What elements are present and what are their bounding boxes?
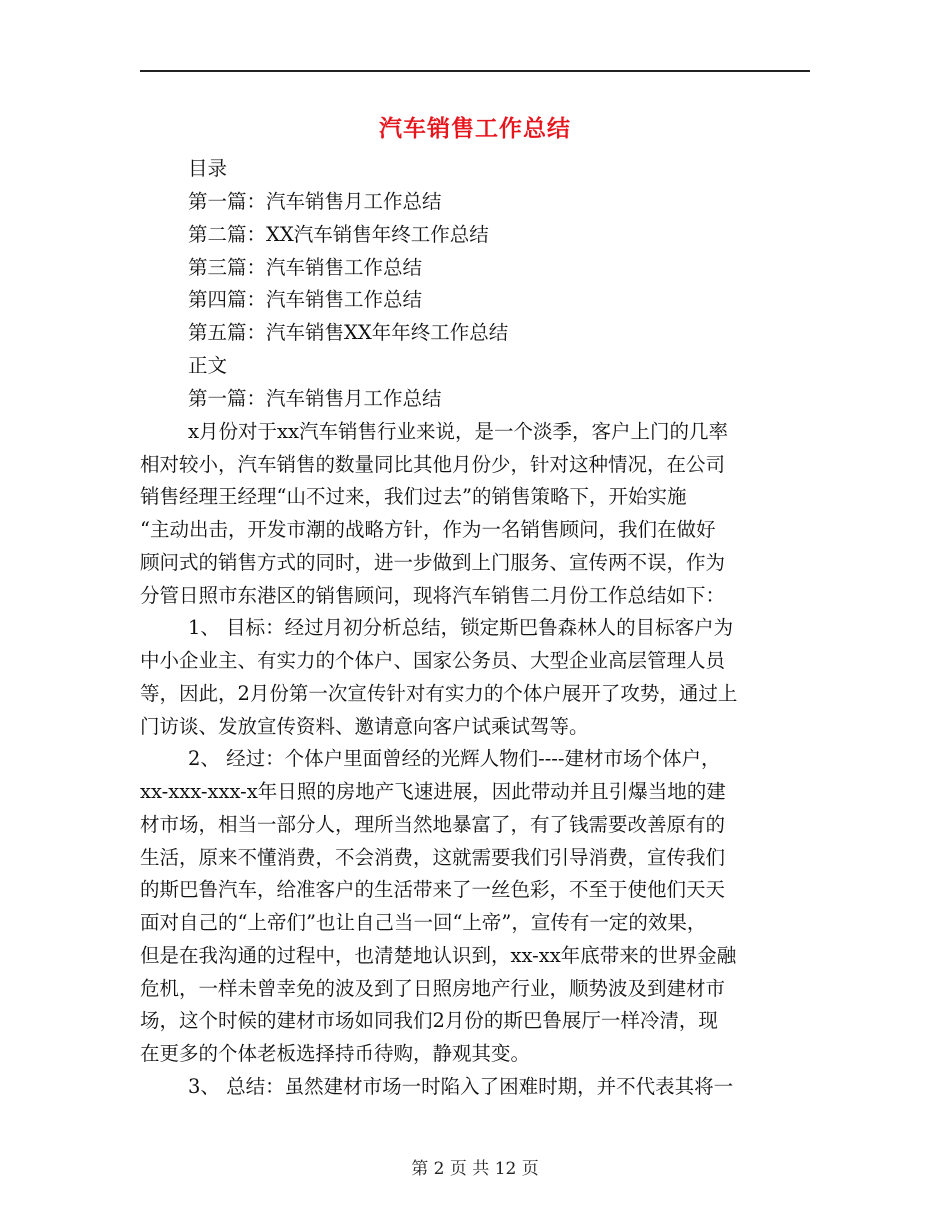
toc-item: 第三篇：汽车销售工作总结 (188, 256, 423, 279)
body-line: 但是在我沟通的过程中，也清楚地认识到，xx-xx年底带来的世界金融 (140, 944, 737, 967)
header-rule (140, 70, 810, 72)
body-line: 在更多的个体老板选择持币待购，静观其变。 (140, 1042, 531, 1065)
body-line: 面对自己的“上帝们”也让自己当一回“上帝”，宣传有一定的效果， (140, 911, 707, 934)
body-line: “主动出击，开发市潮的战略方针，作为一名销售顾问，我们在做好 (140, 518, 716, 541)
body-line: 相对较小，汽车销售的数量同比其他月份少，针对这种情况，在公司 (140, 453, 726, 476)
section-label: 正文 (188, 354, 228, 377)
toc-item: 第二篇：XX汽车销售年终工作总结 (188, 223, 489, 246)
body-line: xx-xxx-xxx-x年日照的房地产飞速进展，因此带动并且引爆当地的建 (140, 780, 726, 803)
body-line: 顾问式的销售方式的同时，进一步做到上门服务、宣传两不误，作为 (140, 551, 726, 574)
body-line: 材市场，相当一部分人，理所当然地暴富了，有了钱需要改善原有的 (140, 813, 726, 836)
toc-item: 第四篇：汽车销售工作总结 (188, 288, 423, 311)
body-line: 1、 目标：经过月初分析总结，锁定斯巴鲁森林人的目标客户为 (188, 616, 734, 639)
body-line: 3、 总结：虽然建材市场一时陷入了困难时期，并不代表其将一 (188, 1075, 734, 1098)
body-line: 等，因此，2月份第一次宣传针对有实力的个体户展开了攻势，通过上 (140, 682, 738, 705)
body-line: 销售经理王经理“山不过来，我们过去”的销售策略下，开始实施 (140, 485, 687, 508)
section-heading: 第一篇：汽车销售月工作总结 (188, 387, 442, 410)
body-line: 危机，一样未曾幸免的波及到了日照房地产行业，顺势波及到建材市 (140, 977, 726, 1000)
body-line: 分管日照市东港区的销售顾问，现将汽车销售二月份工作总结如下： (140, 584, 726, 607)
body-line: 中小企业主、有实力的个体户、国家公务员、大型企业高层管理人员 (140, 649, 726, 672)
body-line: 场，这个时候的建材市场如同我们2月份的斯巴鲁展厅一样冷清，现 (140, 1009, 718, 1032)
body-line: 门访谈、发放宣传资料、邀请意向客户试乘试驾等。 (140, 715, 589, 738)
body-line: 生活，原来不懂消费，不会消费，这就需要我们引导消费，宣传我们 (140, 846, 726, 869)
page-footer: 第 2 页 共 12 页 (411, 1159, 539, 1179)
toc-heading: 目录 (188, 157, 228, 180)
document-title: 汽车销售工作总结 (379, 115, 571, 142)
body-line: 2、 经过：个体户里面曾经的光辉人物们----建材市场个体户， (188, 747, 721, 770)
toc-item: 第一篇：汽车销售月工作总结 (188, 190, 442, 213)
body-line: 的斯巴鲁汽车，给准客户的生活带来了一丝色彩，不至于使他们天天 (140, 878, 726, 901)
body-line: x月份对于xx汽车销售行业来说，是一个淡季，客户上门的几率 (188, 420, 728, 443)
toc-item: 第五篇：汽车销售XX年年终工作总结 (188, 321, 509, 344)
